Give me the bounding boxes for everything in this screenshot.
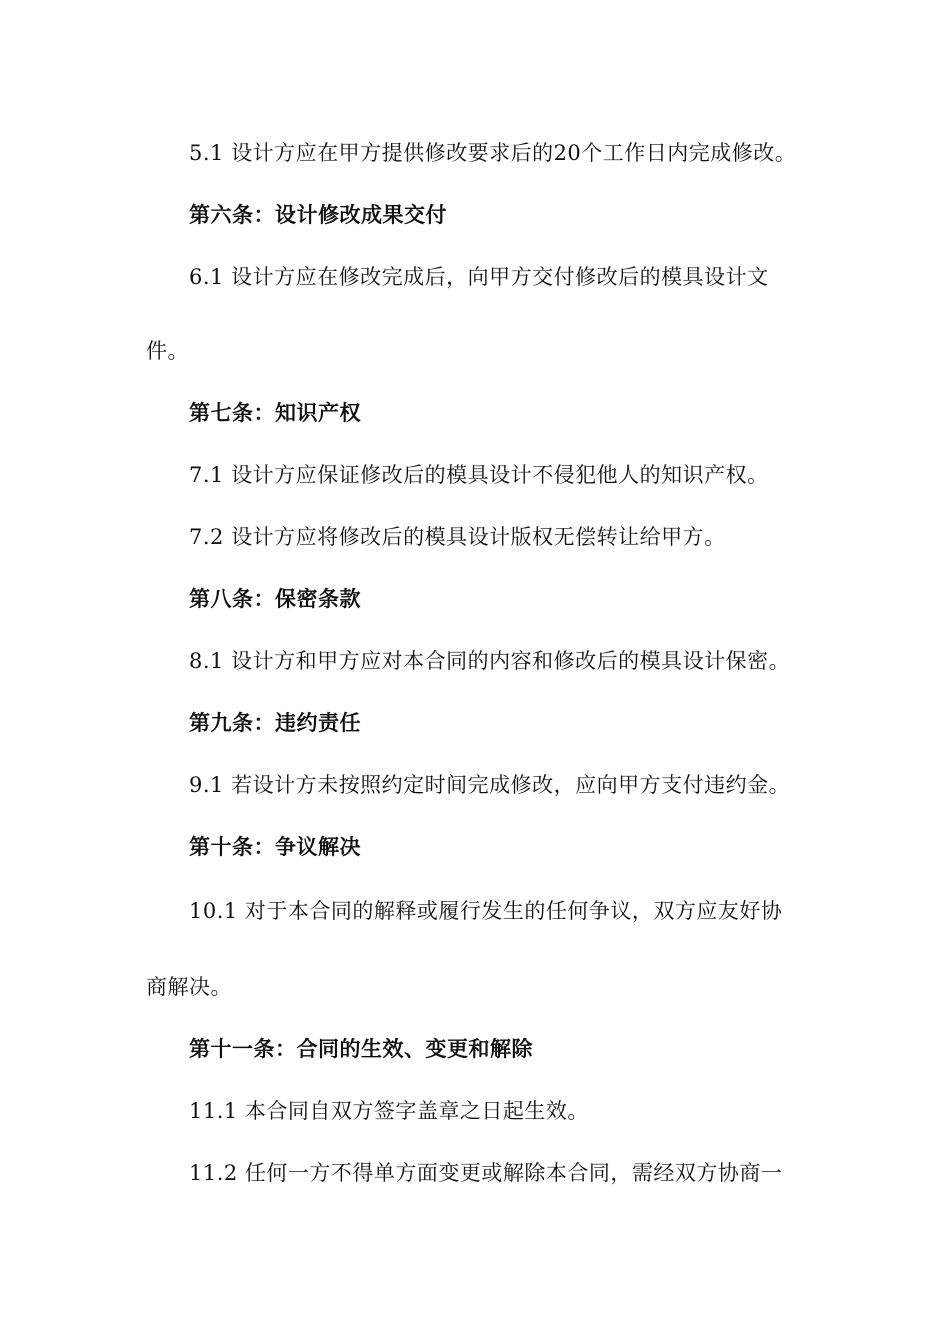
clause-7-1: 7.1 设计方应保证修改后的模具设计不侵犯他人的知识产权。	[189, 463, 769, 487]
article-8-heading: 第八条：保密条款	[189, 587, 361, 611]
clause-11-1: 11.1 本合同自双方签字盖章之日起生效。	[189, 1099, 589, 1123]
article-10-heading: 第十条：争议解决	[189, 835, 361, 859]
article-7-heading: 第七条：知识产权	[189, 401, 361, 425]
clause-10-1: 10.1 对于本合同的解释或履行发生的任何争议，双方应友好协	[189, 899, 783, 923]
article-9-heading: 第九条：违约责任	[189, 711, 361, 735]
clause-7-2: 7.2 设计方应将修改后的模具设计版权无偿转让给甲方。	[189, 525, 726, 549]
clause-11-2: 11.2 任何一方不得单方面变更或解除本合同，需经双方协商一	[189, 1161, 783, 1185]
clause-8-1: 8.1 设计方和甲方应对本合同的内容和修改后的模具设计保密。	[189, 649, 791, 673]
clause-6-1: 6.1 设计方应在修改完成后，向甲方交付修改后的模具设计文	[189, 265, 769, 289]
clause-6-1-continued: 件。	[146, 339, 189, 363]
clause-10-1-continued: 商解决。	[146, 975, 232, 999]
clause-5-1: 5.1 设计方应在甲方提供修改要求后的20个工作日内完成修改。	[189, 141, 797, 165]
clause-9-1: 9.1 若设计方未按照约定时间完成修改，应向甲方支付违约金。	[189, 773, 791, 797]
article-6-heading: 第六条：设计修改成果交付	[189, 203, 447, 227]
article-11-heading: 第十一条：合同的生效、变更和解除	[189, 1037, 533, 1061]
